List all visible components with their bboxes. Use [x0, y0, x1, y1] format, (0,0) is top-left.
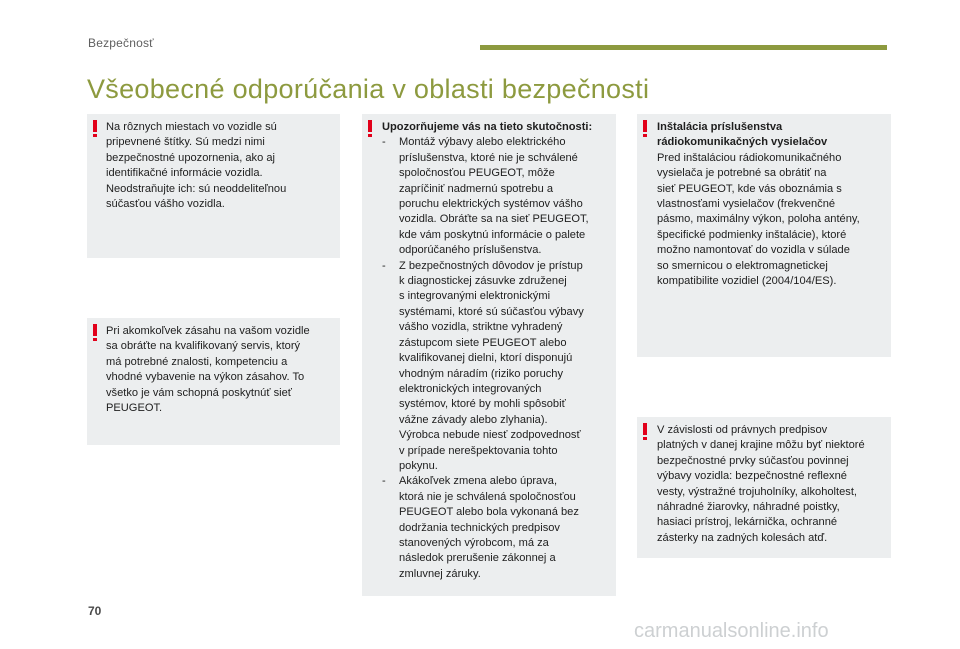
section-label: Bezpečnosť — [88, 36, 154, 50]
list-dash: - — [382, 136, 386, 149]
warning-icon — [93, 120, 97, 137]
notice-title: Upozorňujeme vás na tieto skutočnosti: — [382, 121, 593, 133]
radio-warning-title: Inštalácia príslušenstva rádiokomunikačných vysielačov — [657, 121, 828, 149]
page-number: 70 — [88, 604, 102, 618]
radio-warning-box — [637, 114, 891, 357]
notice-item-accessories — [382, 135, 608, 258]
notice-warning-box — [362, 114, 616, 596]
labels-warning-text: Na rôznych miestach vo vozidle sú pripevnené štítky. Sú medzi nimi bezpečnostné upozornenia, ako aj identifikačné informácie vozidla. Neodstraňujte ich: sú neoddeliteľnou súčasťou vášho vozidla. — [106, 121, 287, 211]
warning-icon — [643, 423, 647, 440]
notice-item-diagnostic — [382, 259, 608, 475]
notice-item-text: Akákoľvek zmena alebo úprava, ktorá nie je schválená spoločnosťou PEUGEOT alebo bola vykonaná bez dodržania technických predpisov stanovených výrobcom, má za následok prerušenie zákonnej a zmluvnej záruky. — [399, 475, 579, 580]
list-dash: - — [382, 475, 386, 488]
warning-icon — [643, 120, 647, 137]
warning-icon — [93, 324, 97, 341]
notice-item-text: Montáž výbavy alebo elektrického príslušenstva, ktoré nie je schválené spoločnosťou PEUGEOT, môže zapríčiniť nadmernú spotrebu a poruchu elektrických systémov vášho vozidla. Obráťte sa na sieť PEUGEOT, kde vám poskytnú informácie o palete odporúčaného príslušenstva. — [399, 136, 589, 257]
intervention-warning-box — [87, 318, 340, 445]
notice-item-text: Z bezpečnostných dôvodov je prístup k diagnostickej zásuvke združenej s integrovanými elektronickými systémami, ktoré sú súčasťou výbavy vášho vozidla, striktne vyhradený zástupcom siete PEUGEOT alebo kvalifikovanej dielni, ktorí disponujú vhodným náradím (riziko poruchy elektronických integrovaných systémov, ktoré by mohli spôsobiť vážne závady alebo zlyhania). Výrobca nebude niesť zodpovednosť v prípade nerešpektovania tohto pokynu. — [399, 259, 584, 472]
radio-warning-text: Pred inštaláciou rádiokomunikačného vysielača je potrebné sa obrátiť na sieť PEUGEOT, kde vás oboznámia s vlastnosťami vysielačov (frekvenčné pásmo, maximálny výkon, poloha antény, špecifické podmienky inštalácie), ktoré možno namontovať do vozidla v súlade so smernicou o elektromagnetickej kompatibilite vozidiel (2004/104/ES). — [657, 151, 860, 288]
intervention-warning-text: Pri akomkoľvek zásahu na vašom vozidle sa obráťte na kvalifikovaný servis, ktorý má potrebné znalosti, kompetenciu a vhodné vybavenie na výkon zásahov. To všetko je vám schopná poskytnúť sieť PEUGEOT. — [106, 325, 310, 415]
page-title: Všeobecné odporúčania v oblasti bezpečnosti — [87, 74, 650, 104]
labels-warning-box — [87, 114, 340, 258]
watermark: carmanualsonline.info — [634, 620, 829, 642]
warning-icon — [368, 120, 372, 137]
legal-warning-box — [637, 417, 891, 558]
list-dash: - — [382, 259, 386, 272]
header-accent-bar — [480, 45, 887, 50]
legal-warning-text: V závislosti od právnych predpisov platných v danej krajine môžu byť niektoré bezpečnostné prvky súčasťou povinnej výbavy vozidla: bezpečnostné reflexné vesty, výstražné trojuholníky, alkoholtest, náhradné žiarovky, náhradné poistky, hasiaci prístroj, lekárnička, ochranné zásterky na zadných kolesách atď. — [657, 424, 865, 544]
notice-item-modification — [382, 474, 608, 582]
